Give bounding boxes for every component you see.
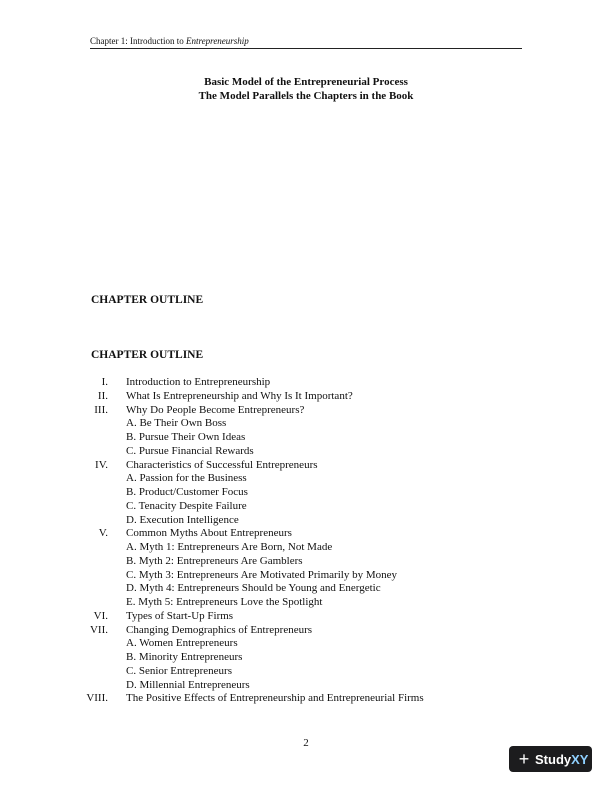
outline-text: Characteristics of Successful Entrepreneurs bbox=[126, 458, 318, 471]
outline-numeral: V. bbox=[98, 527, 108, 540]
outline-numeral: VII. bbox=[89, 623, 108, 636]
outline-numeral: II. bbox=[97, 389, 108, 402]
outline-text: D. Execution Intelligence bbox=[126, 513, 239, 526]
outline-subitem bbox=[0, 679, 612, 693]
title-line-2: The Model Parallels the Chapters in the Book bbox=[198, 90, 414, 102]
outline-item bbox=[0, 404, 612, 418]
outline-subitem bbox=[0, 472, 612, 486]
plus-icon: + bbox=[518, 749, 530, 769]
outline-text: The Positive Effects of Entrepreneurship and Entrepreneurial Firms bbox=[126, 692, 424, 705]
outline-text: C. Senior Entrepreneurs bbox=[126, 664, 232, 677]
outline-text: C. Pursue Financial Rewards bbox=[126, 444, 254, 457]
badge-word-study: Study bbox=[535, 751, 572, 767]
outline-text: C. Tenacity Despite Failure bbox=[126, 499, 247, 512]
outline-text: B. Product/Customer Focus bbox=[126, 486, 248, 498]
outline-subitem bbox=[0, 486, 612, 500]
outline-numeral: VIII. bbox=[86, 692, 108, 705]
outline-text: What Is Entrepreneurship and Why Is It Important? bbox=[126, 389, 353, 402]
header-prefix: Chapter 1: Introduction to bbox=[90, 36, 186, 46]
chapter-outline-heading-1: CHAPTER OUTLINE bbox=[91, 294, 204, 306]
outline-subitem bbox=[0, 431, 612, 445]
outline-subitem bbox=[0, 555, 612, 569]
title-line-1: Basic Model of the Entrepreneurial Process bbox=[204, 76, 408, 88]
outline-text: A. Women Entrepreneurs bbox=[126, 637, 238, 650]
outline-text: Introduction to Entrepreneurship bbox=[126, 376, 271, 388]
outline-subitem bbox=[0, 514, 612, 528]
running-header bbox=[90, 36, 522, 49]
outline-text: A. Be Their Own Boss bbox=[126, 417, 227, 430]
outline-text: E. Myth 5: Entrepreneurs Love the Spotlight bbox=[126, 596, 323, 608]
studyxy-badge[interactable] bbox=[509, 746, 592, 772]
outline-subitem bbox=[0, 569, 612, 583]
outline-item bbox=[0, 376, 612, 390]
outline-text: B. Myth 2: Entrepreneurs Are Gamblers bbox=[126, 554, 303, 567]
outline-subitem bbox=[0, 500, 612, 514]
outline-subitem bbox=[0, 651, 612, 665]
outline-text: Common Myths About Entrepreneurs bbox=[126, 527, 292, 540]
outline-subitem bbox=[0, 582, 612, 596]
outline-text: D. Myth 4: Entrepreneurs Should be Young and Energetic bbox=[126, 582, 381, 595]
outline-subitem bbox=[0, 665, 612, 679]
chapter-outline-heading-2: CHAPTER OUTLINE bbox=[91, 349, 204, 361]
outline-text: D. Millennial Entrepreneurs bbox=[126, 678, 250, 691]
chapter-outline-list bbox=[0, 376, 612, 706]
outline-item bbox=[0, 692, 612, 706]
outline-text: A. Passion for the Business bbox=[126, 472, 247, 485]
outline-text: B. Minority Entrepreneurs bbox=[126, 651, 243, 663]
outline-numeral: I. bbox=[101, 376, 108, 388]
outline-text: C. Myth 3: Entrepreneurs Are Motivated Primarily by Money bbox=[126, 568, 397, 581]
outline-item bbox=[0, 390, 612, 404]
outline-numeral: IV. bbox=[95, 458, 108, 471]
outline-numeral: III. bbox=[94, 403, 108, 416]
outline-item bbox=[0, 610, 612, 624]
outline-item bbox=[0, 527, 612, 541]
outline-item bbox=[0, 459, 612, 473]
outline-subitem bbox=[0, 637, 612, 651]
outline-numeral: VI. bbox=[93, 609, 108, 622]
page-number: 2 bbox=[303, 737, 309, 749]
header-italic: Entrepreneurship bbox=[185, 36, 249, 46]
outline-text: B. Pursue Their Own Ideas bbox=[126, 431, 246, 443]
outline-subitem bbox=[0, 417, 612, 431]
outline-text: A. Myth 1: Entrepreneurs Are Born, Not Made bbox=[126, 541, 333, 553]
outline-subitem bbox=[0, 541, 612, 555]
outline-text: Changing Demographics of Entrepreneurs bbox=[126, 623, 313, 636]
outline-item bbox=[0, 624, 612, 638]
outline-text: Why Do People Become Entrepreneurs? bbox=[126, 403, 305, 416]
badge-word-xy: XY bbox=[571, 751, 589, 767]
outline-subitem bbox=[0, 445, 612, 459]
outline-subitem bbox=[0, 596, 612, 610]
outline-text: Types of Start-Up Firms bbox=[126, 609, 234, 622]
document-titles bbox=[0, 75, 612, 103]
